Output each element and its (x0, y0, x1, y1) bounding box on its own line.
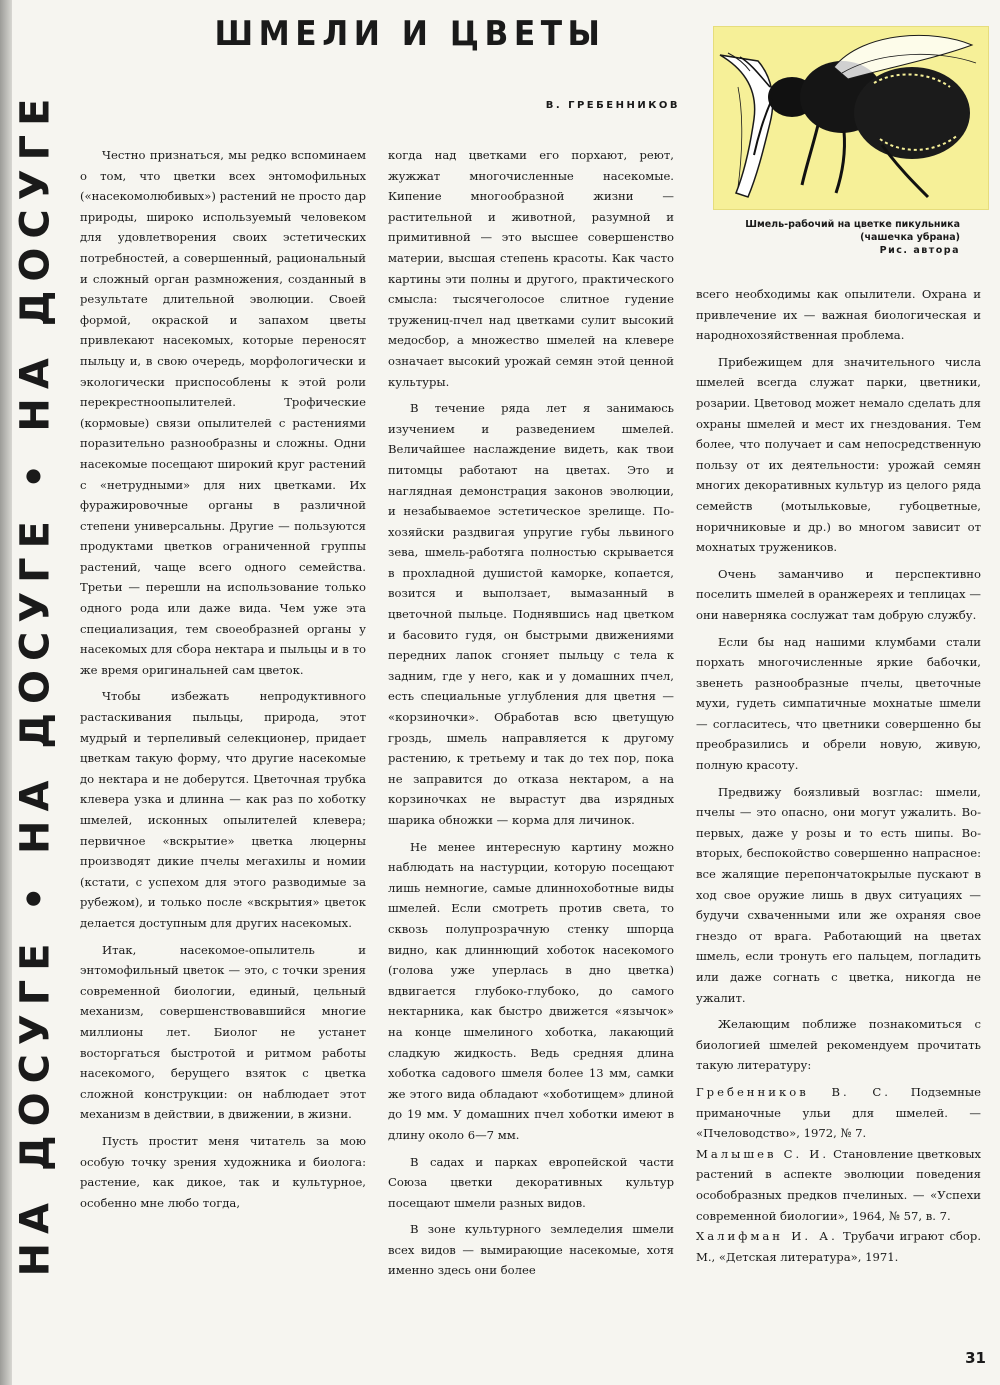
article-title: ШМЕЛИ И ЦВЕТЫ (214, 14, 606, 54)
reference-text: Трубачи играют сбор. М., «Детская литература», 1971. (696, 1229, 982, 1264)
page-number: 31 (965, 1349, 986, 1367)
reference-author: Халифман И. А. (696, 1229, 838, 1244)
reference-list (696, 1082, 981, 1267)
reference-text: Становление цветковых растений в аспекте эволюции поведения особобразных предков пчелиных. — «Успехи современной биологии», 1964, № 57, в. 7. (696, 1146, 982, 1223)
paragraph: всего необходимы как опылители. Охрана и привлечение их — важная биологическая и народнохозяйственная проблема. (696, 287, 981, 343)
paragraph: В садах и парках европейской части Союза цветки декоративных культур посещают шмели разных видов. (388, 1154, 674, 1210)
reference-item (696, 1144, 981, 1226)
paragraph: Не менее интересную картину можно наблюдать на настурции, которую посещают лишь немногие, самые длиннохоботные виды шмелей. Если смотреть против света, то сквозь полупрозрачную стенку шпорца видно, как длиннющий хоботок насекомого (голова уже уперлась в дно цветка) вдвигается глубоко-глубоко, до самого нектарника, как быстро движется «язычок» на конце шмелиного хоботка, лакающий сладкую жидкость. Ведь средняя длина хоботка садового шмеля более 13 мм, самки же этого вида обладают «хоботищем» длиной до 19 мм. У домашних пчел хоботки имеют в длину около 6—7 мм. (388, 839, 674, 1142)
reference-text: Подземные приманочные ульи для шмелей. — «Пчеловодство», 1972, № 7. (696, 1084, 981, 1141)
paragraph: Честно признаться, мы редко вспоминаем о том, что цветки всех энтомофильных («насекомолюбивых») растений не просто дар природы, широко используемый человеком для удовлетворения своих эстетических потребностей, а совершенный, рациональный и сложный орган размножения, созданный в результате длительной эволюции. Своей формой, окраской и запахом цветы привлекают насекомых, которые переносят пыльцу и, в свою очередь, морфологически и экологически приспособлены к этой роли перекрестноопылителей. Трофические (кормовые) связи опылителей с растениями поразительно разнообразны и сложны. Одни насекомые посещают широкий круг растений с «нетрудными» для них цветками. Их фуражировочные органы в различной степени универсальны. Другие — пользуются продуктами цветков ограниченной группы растений, чаще всего одного семейства. Третьи — перешли на использование только одного рода или даже вида. Чем уже эта специализация, тем своеобразней органы у насекомых для сбора нектара и пыльцы и в то же время оригинальней сам цветок. (80, 148, 367, 677)
caption-line-2: (чашечка убрана) (860, 232, 960, 243)
page-binding-edge (0, 0, 12, 1385)
paragraph: Желающим поближе познакомиться с биологией шмелей рекомендуем прочитать такую литературу: (696, 1017, 981, 1073)
paragraph: Прибежищем для значительного числа шмелей всегда служат парки, цветники, розарии. Цветовод может немало сделать для охраны шмелей и мест их гнездования. Тем более, что получает и сам непосредственную пользу от их деятельности: урожай семян многих декоративных культур из целого ряда семейств (мотыльковые, губоцветные, норичниковые и др.) во многом зависит от мохнатых тружеников. (696, 354, 981, 555)
text-column-1 (80, 145, 366, 1219)
paragraph: Если бы над нашими клумбами стали порхать многочисленные яркие бабочки, звенеть разнообразные пчелы, цветочные мухи, гудеть симпатичные мохнатые шмели — согласитесь, что цветники совершенно бы преобразились и обрели новую, живую, полную красоту. (696, 634, 981, 773)
section-rubric-text: НА ДОСУГЕ • НА ДОСУГЕ • НА ДОСУГЕ (12, 89, 59, 1277)
reference-item (696, 1226, 981, 1267)
paragraph: Пусть простит меня читатель за мою особую точку зрения художника и биолога: растение, как дикое, так и культурное, особенно мне любо тогда, (80, 1133, 366, 1210)
paragraph: В зоне культурного земледелия шмели всех видов — вымирающие насекомые, хотя именно здесь они более (388, 1222, 674, 1278)
reference-author: Гребенников В. С. (696, 1084, 891, 1099)
reference-author: Малышев С. И. (696, 1146, 830, 1161)
article-author: В. ГРЕБЕННИКОВ (545, 100, 680, 111)
illustration-credit: Рис. автора (879, 245, 960, 256)
text-column-2 (388, 145, 674, 1287)
figure-caption (700, 218, 960, 257)
reference-item (696, 1082, 981, 1144)
bumblebee-illustration (713, 26, 989, 210)
paragraph: когда над цветками его порхают, реют, жужжат многочисленные насекомые. Кипение многообразной жизни — растительной и животной, разумной и примитивной — это высшее совершенство материи, высшая степень красоты. Как часто картины эти полны и другого, практического смысла: тысячеголосое слитное гудение тружениц-пчел над цветками сулит высокий медосбор, а множество шмелей на клевере означает высокий урожай семян этой ценной культуры. (388, 148, 674, 389)
paragraph: Очень заманчиво и перспективно поселить шмелей в оранжереях и теплицах — они наверняка сослужат там добрую службу. (696, 566, 981, 622)
section-rubric (12, 18, 59, 1348)
text-column-3 (696, 284, 981, 1267)
paragraph: Чтобы избежать непродуктивного растаскивания пыльцы, природа, этот мудрый и терпеливый селекционер, придает цветкам такую форму, что другие насекомые до нектара и не доберутся. Цветочная трубка клевера узка и длинна — как раз по хоботку шмелей, исконных опылителей клевера; первичное «вскрытие» цветка люцерны производят дикие пчелы мегахилы и номии (кстати, с успехом для этого разводимые за рубежом), и только после «вскрытия» цветок делается доступным для других насекомых. (80, 689, 366, 930)
paragraph: Предвижу боязливый возглас: шмели, пчелы — это опасно, они могут ужалить. Во-первых, даже у розы и то есть шипы. Во-вторых, беспокойство совершенно напрасное: все жалящие перепончатокрылые пускают в ход свое оружие лишь в двух ситуациях — будучи схваченными или же охраняя свое гнездо от врага. Работающий на цветах шмель, если тронуть его пальцем, погладить или даже согнать с цветка, никогда не ужалит. (696, 784, 981, 1005)
bumblebee-drawing (714, 27, 988, 209)
paragraph: В течение ряда лет я занимаюсь изучением и разведением шмелей. Величайшее наслаждение видеть, как твои питомцы работают на цветах. Это и наглядная демонстрация законов эволюции, и незабываемое эстетическое зрелище. По-хозяйски раздвигая упругие губы львиного зева, шмель-работяга полностью скрывается в прохладной душистой каморке, копается, возится и выползает, вымазанный в цветочной пыльце. Поднявшись над цветком и басовито гудя, он быстрыми движениями передних лапок сгоняет пыльцу с тела к задним, где у него, как и у домашних пчел, есть специальные углубления для цветня — «корзиночки». Обработав всю цветущую гроздь, шмель направляется к другому растению, к третьему и так до тех пор, пока не заправится до отказа нектаром, а на корзиночках не вырастут два изрядных шарика обножки — корма для личинок. (388, 401, 674, 827)
caption-line-1: Шмель-рабочий на цветке пикульника (745, 219, 960, 230)
paragraph: Итак, насекомое-опылитель и энтомофильный цветок — это, с точки зрения современной биологии, единый, цельный механизм, совершенствовавшийся многие миллионы лет. Биолог не устанет восторгаться быстротой и ритмом работы насекомого, берущего взяток с цветка сложной конструкции: он наблюдает этот механизм в действии, в движении, в жизни. (80, 942, 366, 1122)
